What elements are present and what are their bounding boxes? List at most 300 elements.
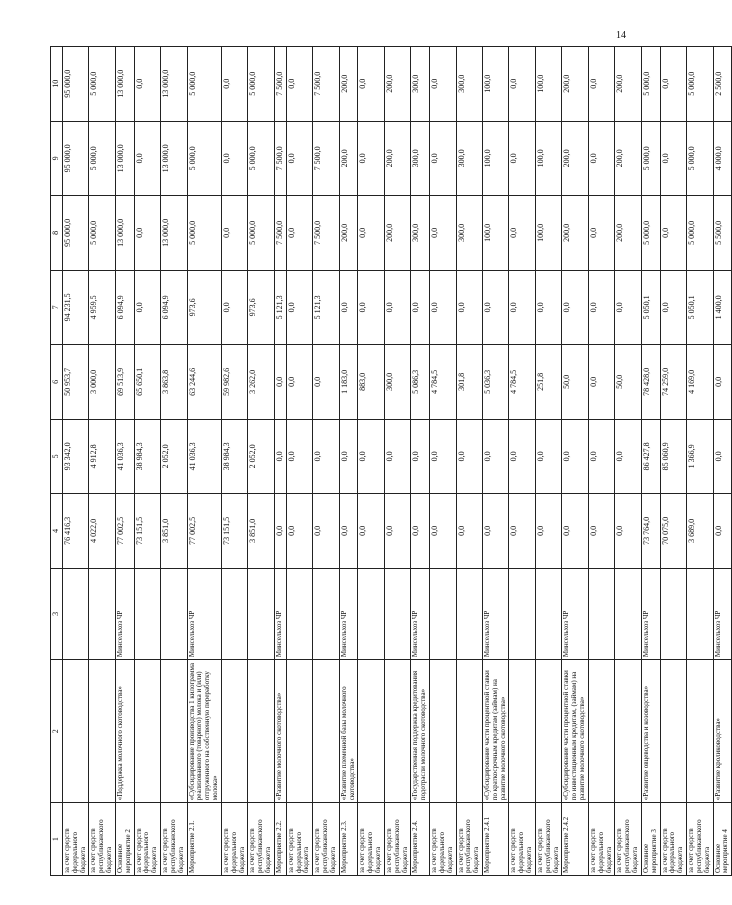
row-label-cell: Основное мероприятие 3 (641, 803, 660, 876)
table-row (339, 47, 358, 876)
value-cell: 0,0 (588, 419, 614, 494)
value-cell: 74 259,0 (660, 345, 686, 420)
header-cell: 4 (51, 494, 63, 569)
row-name-cell: «Субсидирование части процентной ставки по краткосрочным кредитам (займам) на развитие молочного скотоводства» (483, 660, 509, 803)
table-row (456, 47, 482, 876)
table-row (313, 47, 339, 876)
value-cell: 0,0 (483, 270, 509, 345)
value-cell: 2 052,0 (248, 419, 274, 494)
value-cell: 13 000,0 (115, 121, 134, 196)
table-body (62, 47, 731, 876)
value-cell: 5 500,0 (713, 196, 732, 271)
value-cell: 13 000,0 (161, 47, 187, 122)
executor-cell: Минсельхоз ЧР (339, 568, 358, 660)
executor-cell (456, 568, 482, 660)
value-cell: 0,0 (430, 270, 456, 345)
value-cell: 0,0 (339, 419, 358, 494)
table-row (358, 47, 384, 876)
table-row (430, 47, 456, 876)
value-cell: 0,0 (430, 419, 456, 494)
executor-cell (384, 568, 410, 660)
row-name-cell: «Развитие овцеводства и козоводства» (641, 660, 660, 803)
value-cell: 200,0 (562, 121, 588, 196)
value-cell: 7 500,0 (274, 47, 286, 122)
header-cell: 8 (51, 196, 63, 271)
value-cell: 200,0 (384, 196, 410, 271)
value-cell: 0,0 (483, 419, 509, 494)
value-cell: 0,0 (358, 47, 384, 122)
value-cell: 0,0 (509, 270, 535, 345)
table-row (562, 47, 588, 876)
value-cell: 4 000,0 (713, 121, 732, 196)
executor-cell: Минсельхоз ЧР (641, 568, 660, 660)
row-name-cell: «Развитие молочного скотоводства» (274, 660, 286, 803)
budget-table (50, 46, 732, 876)
value-cell: 7 500,0 (313, 196, 339, 271)
value-cell: 200,0 (562, 47, 588, 122)
value-cell: 100,0 (535, 47, 561, 122)
row-name-cell (615, 660, 641, 803)
value-cell: 300,0 (456, 121, 482, 196)
value-cell: 0,0 (562, 419, 588, 494)
executor-cell (248, 568, 274, 660)
value-cell: 50,0 (562, 345, 588, 420)
value-cell: 3 262,0 (248, 345, 274, 420)
value-cell: 5 000,0 (89, 196, 115, 271)
executor-cell: Минсельхоз ЧР (115, 568, 134, 660)
row-label-cell: Мероприятие 2.4. (411, 803, 430, 876)
value-cell: 3 000,0 (89, 345, 115, 420)
value-cell: 0,0 (286, 196, 312, 271)
row-name-cell (134, 660, 160, 803)
row-name-cell (660, 660, 686, 803)
value-cell: 41 036,3 (187, 419, 221, 494)
table-row (161, 47, 187, 876)
value-cell: 0,0 (660, 270, 686, 345)
value-cell: 50,0 (615, 345, 641, 420)
row-label-cell: за счет средств республиканского бюджета (248, 803, 274, 876)
value-cell: 38 984,3 (134, 419, 160, 494)
header-cell: 2 (51, 660, 63, 803)
value-cell: 5 000,0 (687, 196, 713, 271)
value-cell: 0,0 (509, 121, 535, 196)
header-cell: 7 (51, 270, 63, 345)
value-cell: 5 000,0 (187, 121, 221, 196)
value-cell: 0,0 (456, 270, 482, 345)
value-cell: 100,0 (483, 121, 509, 196)
value-cell: 100,0 (535, 121, 561, 196)
value-cell: 0,0 (286, 345, 312, 420)
value-cell: 0,0 (411, 494, 430, 569)
table-row (115, 47, 134, 876)
row-label-cell: Основное мероприятие 2 (115, 803, 134, 876)
value-cell: 5 036,3 (483, 345, 509, 420)
value-cell: 0,0 (615, 419, 641, 494)
page-number: 14 (616, 30, 626, 41)
value-cell: 5 050,1 (687, 270, 713, 345)
value-cell: 86 427,8 (641, 419, 660, 494)
table-row (509, 47, 535, 876)
value-cell: 0,0 (588, 345, 614, 420)
table-row (713, 47, 732, 876)
value-cell: 5 121,3 (274, 270, 286, 345)
value-cell: 0,0 (588, 270, 614, 345)
row-label-cell: за счет средств федерального бюджета (588, 803, 614, 876)
row-label-cell: за счет средств республиканского бюджета (687, 803, 713, 876)
value-cell: 0,0 (286, 419, 312, 494)
row-name-cell: «Субсидирование части процентной ставки по инвестиционным кредитам, (займам) на развитие молочного скотоводства» (562, 660, 588, 803)
row-name-cell (687, 660, 713, 803)
header-cell: 3 (51, 568, 63, 660)
value-cell: 300,0 (411, 47, 430, 122)
value-cell: 0,0 (509, 47, 535, 122)
row-label-cell: Мероприятие 2.1. (187, 803, 221, 876)
row-name-cell (221, 660, 247, 803)
value-cell: 0,0 (358, 196, 384, 271)
value-cell: 78 428,0 (641, 345, 660, 420)
value-cell: 7 500,0 (313, 47, 339, 122)
row-label-cell: Основное мероприятие 4 (713, 803, 732, 876)
value-cell: 65 650,1 (134, 345, 160, 420)
row-label-cell: Мероприятие 2.4.2 (562, 803, 588, 876)
value-cell: 0,0 (456, 494, 482, 569)
row-name-cell: «Поддержка молочного скотоводства» (115, 660, 134, 803)
value-cell: 38 984,3 (221, 419, 247, 494)
executor-cell (161, 568, 187, 660)
value-cell: 3 863,8 (161, 345, 187, 420)
row-label-cell: за счет средств федерального бюджета (134, 803, 160, 876)
value-cell: 4 784,5 (509, 345, 535, 420)
value-cell: 200,0 (615, 47, 641, 122)
value-cell: 4 022,0 (89, 494, 115, 569)
value-cell: 300,0 (411, 196, 430, 271)
value-cell: 4 784,5 (430, 345, 456, 420)
value-cell: 0,0 (274, 345, 286, 420)
value-cell: 0,0 (660, 47, 686, 122)
value-cell: 7 500,0 (313, 121, 339, 196)
header-cell: 9 (51, 121, 63, 196)
value-cell: 5 050,1 (641, 270, 660, 345)
value-cell: 973,6 (248, 270, 274, 345)
executor-cell: Минсельхоз ЧР (562, 568, 588, 660)
value-cell: 0,0 (384, 494, 410, 569)
row-label-cell: Мероприятие 2.4.1 (483, 803, 509, 876)
value-cell: 73 151,5 (134, 494, 160, 569)
row-name-cell (430, 660, 456, 803)
value-cell: 0,0 (535, 419, 561, 494)
value-cell: 200,0 (339, 196, 358, 271)
header-cell: 10 (51, 47, 63, 122)
row-name-cell (248, 660, 274, 803)
row-label-cell: за счет средств федерального бюджета (62, 803, 88, 876)
value-cell: 300,0 (456, 196, 482, 271)
header-cell: 1 (51, 803, 63, 876)
executor-cell (535, 568, 561, 660)
table-row (89, 47, 115, 876)
row-label-cell: за счет средств республиканского бюджета (384, 803, 410, 876)
value-cell: 5 121,3 (313, 270, 339, 345)
value-cell: 41 036,3 (115, 419, 134, 494)
value-cell: 0,0 (286, 494, 312, 569)
value-cell: 0,0 (535, 270, 561, 345)
table-row (615, 47, 641, 876)
value-cell: 1 400,0 (713, 270, 732, 345)
value-cell: 300,0 (411, 121, 430, 196)
executor-cell (89, 568, 115, 660)
value-cell: 0,0 (358, 121, 384, 196)
value-cell: 13 000,0 (161, 121, 187, 196)
table-row (588, 47, 614, 876)
value-cell: 0,0 (339, 270, 358, 345)
value-cell: 0,0 (713, 345, 732, 420)
executor-cell (509, 568, 535, 660)
value-cell: 73 764,0 (641, 494, 660, 569)
row-label-cell: Мероприятие 2.3. (339, 803, 358, 876)
table-row (134, 47, 160, 876)
row-name-cell (89, 660, 115, 803)
table-row (483, 47, 509, 876)
value-cell: 5 000,0 (248, 121, 274, 196)
value-cell: 6 094,9 (161, 270, 187, 345)
value-cell: 1 183,0 (339, 345, 358, 420)
value-cell: 0,0 (535, 494, 561, 569)
value-cell: 0,0 (588, 494, 614, 569)
value-cell: 2 500,0 (713, 47, 732, 122)
value-cell: 0,0 (430, 196, 456, 271)
table-row (248, 47, 274, 876)
executor-cell: Минсельхоз ЧР (274, 568, 286, 660)
value-cell: 6 094,9 (115, 270, 134, 345)
value-cell: 76 416,3 (62, 494, 88, 569)
value-cell: 0,0 (713, 494, 732, 569)
table-row (411, 47, 430, 876)
table-row (641, 47, 660, 876)
header-row (51, 47, 63, 876)
value-cell: 0,0 (562, 270, 588, 345)
row-label-cell: Мероприятие 2.2. (274, 803, 286, 876)
executor-cell: Минсельхоз ЧР (411, 568, 430, 660)
row-name-cell: «Развитие племенной базы молочного скотоводства» (339, 660, 358, 803)
row-name-cell (384, 660, 410, 803)
value-cell: 0,0 (483, 494, 509, 569)
value-cell: 0,0 (615, 270, 641, 345)
table-row (187, 47, 221, 876)
value-cell: 300,0 (384, 345, 410, 420)
value-cell: 0,0 (134, 47, 160, 122)
executor-cell: Минсельхоз ЧР (187, 568, 221, 660)
executor-cell (660, 568, 686, 660)
value-cell: 300,0 (456, 47, 482, 122)
row-name-cell (313, 660, 339, 803)
executor-cell: Минсельхоз ЧР (483, 568, 509, 660)
row-label-cell: за счет средств республиканского бюджета (313, 803, 339, 876)
row-name-cell (509, 660, 535, 803)
executor-cell (615, 568, 641, 660)
value-cell: 200,0 (339, 47, 358, 122)
value-cell: 0,0 (456, 419, 482, 494)
row-name-cell (286, 660, 312, 803)
executor-cell (62, 568, 88, 660)
value-cell: 13 000,0 (115, 47, 134, 122)
executor-cell (430, 568, 456, 660)
value-cell: 0,0 (134, 270, 160, 345)
value-cell: 77 002,5 (115, 494, 134, 569)
value-cell: 0,0 (411, 419, 430, 494)
table-row (274, 47, 286, 876)
value-cell: 93 342,0 (62, 419, 88, 494)
table-row (286, 47, 312, 876)
row-name-cell (588, 660, 614, 803)
value-cell: 200,0 (384, 47, 410, 122)
value-cell: 1 366,9 (687, 419, 713, 494)
value-cell: 0,0 (313, 345, 339, 420)
value-cell: 85 060,9 (660, 419, 686, 494)
value-cell: 5 000,0 (641, 196, 660, 271)
value-cell: 0,0 (660, 196, 686, 271)
value-cell: 0,0 (562, 494, 588, 569)
value-cell: 100,0 (483, 47, 509, 122)
value-cell: 0,0 (615, 494, 641, 569)
value-cell: 0,0 (313, 419, 339, 494)
executor-cell (221, 568, 247, 660)
value-cell: 0,0 (430, 47, 456, 122)
value-cell: 5 000,0 (641, 47, 660, 122)
row-label-cell: за счет средств республиканского бюджета (161, 803, 187, 876)
table-row (687, 47, 713, 876)
value-cell: 0,0 (411, 270, 430, 345)
value-cell: 0,0 (286, 270, 312, 345)
value-cell: 77 002,5 (187, 494, 221, 569)
row-name-cell (535, 660, 561, 803)
row-name-cell: «Субсидирование производства 1 килограмма реализованного (товарного) молока и (или) отгруженного на собственную переработку молока» (187, 660, 221, 803)
value-cell: 200,0 (615, 121, 641, 196)
value-cell: 0,0 (339, 494, 358, 569)
value-cell: 0,0 (509, 419, 535, 494)
value-cell: 5 000,0 (89, 121, 115, 196)
value-cell: 5 000,0 (248, 47, 274, 122)
value-cell: 4 169,0 (687, 345, 713, 420)
value-cell: 0,0 (358, 270, 384, 345)
table-row (384, 47, 410, 876)
value-cell: 0,0 (358, 494, 384, 569)
value-cell: 5 000,0 (641, 121, 660, 196)
value-cell: 2 052,0 (161, 419, 187, 494)
row-label-cell: за счет средств федерального бюджета (430, 803, 456, 876)
value-cell: 0,0 (274, 419, 286, 494)
value-cell: 0,0 (221, 121, 247, 196)
value-cell: 5 000,0 (687, 121, 713, 196)
value-cell: 0,0 (274, 494, 286, 569)
value-cell: 0,0 (286, 121, 312, 196)
value-cell: 59 982,6 (221, 345, 247, 420)
row-label-cell: за счет средств республиканского бюджета (535, 803, 561, 876)
row-label-cell: за счет средств федерального бюджета (221, 803, 247, 876)
value-cell: 200,0 (615, 196, 641, 271)
row-label-cell: за счет средств федерального бюджета (358, 803, 384, 876)
executor-cell (286, 568, 312, 660)
value-cell: 100,0 (483, 196, 509, 271)
value-cell: 7 500,0 (274, 121, 286, 196)
row-name-cell: «Развитие кролиководства» (713, 660, 732, 803)
value-cell: 95 000,0 (62, 47, 88, 122)
value-cell: 200,0 (339, 121, 358, 196)
row-name-cell (62, 660, 88, 803)
value-cell: 0,0 (286, 47, 312, 122)
value-cell: 883,0 (358, 345, 384, 420)
executor-cell (687, 568, 713, 660)
value-cell: 7 500,0 (274, 196, 286, 271)
executor-cell (313, 568, 339, 660)
value-cell: 3 689,0 (687, 494, 713, 569)
value-cell: 0,0 (509, 196, 535, 271)
value-cell: 3 851,0 (248, 494, 274, 569)
table-row (535, 47, 561, 876)
row-label-cell: за счет средств федерального бюджета (286, 803, 312, 876)
row-label-cell: за счет средств федерального бюджета (509, 803, 535, 876)
value-cell: 50 953,7 (62, 345, 88, 420)
value-cell: 5 000,0 (248, 196, 274, 271)
value-cell: 0,0 (134, 196, 160, 271)
value-cell: 0,0 (358, 419, 384, 494)
rotated-page (50, 46, 730, 876)
table-row (221, 47, 247, 876)
value-cell: 0,0 (588, 196, 614, 271)
executor-cell: Минсельхоз ЧР (713, 568, 732, 660)
value-cell: 251,8 (535, 345, 561, 420)
value-cell: 301,8 (456, 345, 482, 420)
executor-cell (358, 568, 384, 660)
value-cell: 73 151,5 (221, 494, 247, 569)
value-cell: 5 000,0 (687, 47, 713, 122)
value-cell: 0,0 (430, 121, 456, 196)
row-label-cell: за счет средств федерального бюджета (660, 803, 686, 876)
value-cell: 0,0 (588, 121, 614, 196)
value-cell: 0,0 (134, 121, 160, 196)
value-cell: 0,0 (221, 47, 247, 122)
value-cell: 13 000,0 (161, 196, 187, 271)
value-cell: 0,0 (588, 47, 614, 122)
row-name-cell (358, 660, 384, 803)
value-cell: 3 851,0 (161, 494, 187, 569)
value-cell: 70 075,0 (660, 494, 686, 569)
value-cell: 0,0 (509, 494, 535, 569)
value-cell: 973,6 (187, 270, 221, 345)
value-cell: 200,0 (562, 196, 588, 271)
row-label-cell: за счет средств республиканского бюджета (89, 803, 115, 876)
value-cell: 5 000,0 (89, 47, 115, 122)
value-cell: 0,0 (430, 494, 456, 569)
value-cell: 63 244,6 (187, 345, 221, 420)
row-label-cell: за счет средств республиканского бюджета (456, 803, 482, 876)
value-cell: 0,0 (713, 419, 732, 494)
value-cell: 5 000,0 (187, 196, 221, 271)
value-cell: 5 000,0 (187, 47, 221, 122)
executor-cell (588, 568, 614, 660)
value-cell: 95 000,0 (62, 121, 88, 196)
value-cell: 0,0 (221, 270, 247, 345)
header-cell: 6 (51, 345, 63, 420)
row-name-cell (161, 660, 187, 803)
table-row (62, 47, 88, 876)
row-name-cell: «Государственная поддержка кредитования подотрасли молочного скотоводства» (411, 660, 430, 803)
value-cell: 94 231,5 (62, 270, 88, 345)
header-cell: 5 (51, 419, 63, 494)
value-cell: 100,0 (535, 196, 561, 271)
row-label-cell: за счет средств республиканского бюджета (615, 803, 641, 876)
value-cell: 0,0 (221, 196, 247, 271)
table-row (660, 47, 686, 876)
row-name-cell (456, 660, 482, 803)
